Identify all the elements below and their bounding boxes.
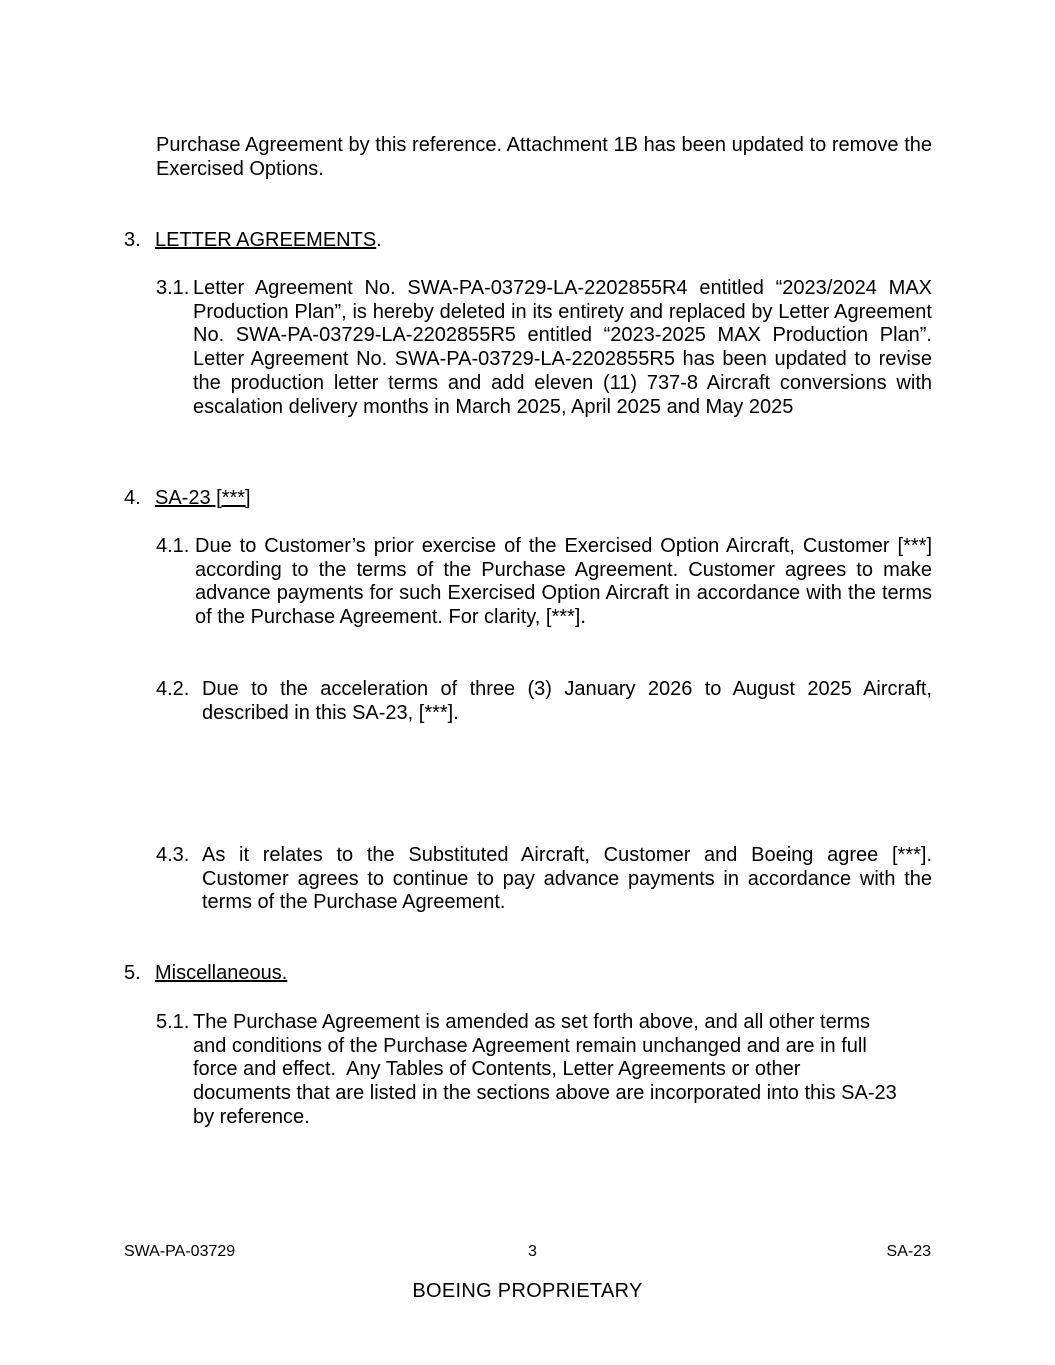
footer-amendment-id: SA-23 bbox=[886, 1243, 931, 1260]
section-4-number: 4. bbox=[124, 487, 141, 509]
clause-5-1-text bbox=[193, 1011, 938, 1130]
section-5-title: Miscellaneous. bbox=[155, 962, 288, 984]
clause-4-2-text: Due to the acceleration of three (3) January 2026 to August 2025 Aircraft, described in this SA-23, [***]. bbox=[202, 678, 932, 724]
section-4-title: SA-23 [***] bbox=[155, 487, 251, 509]
section-3-number: 3. bbox=[124, 229, 141, 251]
proprietary-notice: BOEING PROPRIETARY bbox=[412, 1280, 643, 1302]
footer-page-number: 3 bbox=[528, 1243, 537, 1260]
clause-5-1-line: and conditions of the Purchase Agreement remain unchanged and are in full bbox=[193, 1034, 867, 1057]
clause-4-1-text: Due to Customer’s prior exercise of the Exercised Option Aircraft, Customer [***] according to the terms of the Purchase Agreement. Customer agrees to make advance payments for such Exercised Option Aircraft in accordance with the terms of the Purchase Agreement. For clarity, [***]. bbox=[195, 535, 932, 629]
clause-4-1-number: 4.1. bbox=[156, 535, 190, 557]
clause-5-1-line: by reference. bbox=[193, 1105, 310, 1128]
section-3-title-suffix: . bbox=[376, 229, 382, 251]
intro-paragraph: Purchase Agreement by this reference. Attachment 1B has been updated to remove the Exercised Options. bbox=[156, 134, 932, 180]
section-3-title: LETTER AGREEMENTS bbox=[155, 229, 377, 251]
section-5-title-wrap bbox=[155, 962, 287, 986]
clause-3-1-number: 3.1. bbox=[156, 277, 190, 299]
clause-5-1-number: 5.1. bbox=[156, 1011, 190, 1033]
section-3-title-wrap bbox=[155, 229, 382, 253]
section-4-title-wrap bbox=[155, 487, 251, 511]
clause-5-1-line: documents that are listed in the sections above are incorporated into this SA-23 bbox=[193, 1082, 897, 1105]
section-5-number: 5. bbox=[124, 962, 141, 984]
clause-5-1-line: force and effect. Any Tables of Contents, Letter Agreements or other bbox=[193, 1058, 801, 1081]
clause-5-1-line: The Purchase Agreement is amended as set forth above, and all other terms bbox=[193, 1011, 871, 1033]
clause-4-2-number: 4.2. bbox=[156, 678, 190, 700]
clause-4-3-number: 4.3. bbox=[156, 844, 190, 866]
clause-3-1-text: Letter Agreement No. SWA-PA-03729-LA-2202855R4 entitled “2023/2024 MAX Production Plan”, is hereby deleted in its entirety and replaced by Letter Agreement No. SWA-PA-03729-LA-2202855R5 entitled “2023-2025 MAX Production Plan”. Letter Agreement No. SWA-PA-03729-LA-2202855R5 has been updated to revise the production letter terms and add eleven (11) 737-8 Aircraft conversions with escalation delivery months in March 2025, April 2025 and May 2025 bbox=[193, 277, 932, 418]
clause-4-3-text: As it relates to the Substituted Aircraft, Customer and Boeing agree [***]. Customer agrees to continue to pay advance payments in accordance with the terms of the Purchase Agreement. bbox=[202, 844, 932, 914]
footer-document-id: SWA-PA-03729 bbox=[124, 1243, 236, 1260]
